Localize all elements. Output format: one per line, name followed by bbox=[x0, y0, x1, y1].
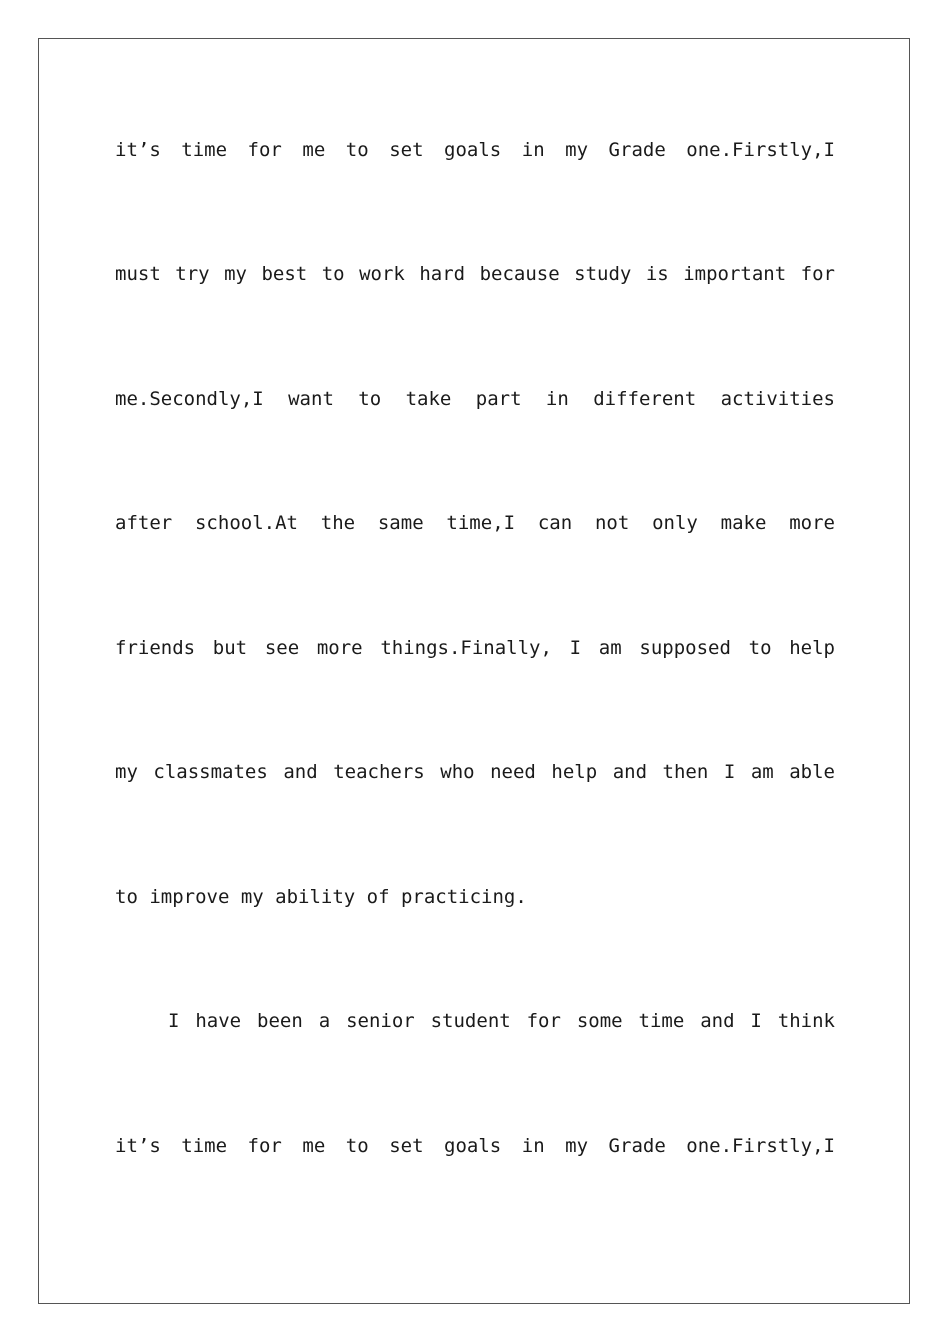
text-line: my classmates and teachers who need help and then I am able bbox=[115, 761, 835, 783]
text-line-paragraph-start: I have been a senior student for some time and I think bbox=[168, 1010, 835, 1032]
text-line: me.Secondly,I want to take part in different activities bbox=[115, 388, 835, 410]
text-line-paragraph-end: to improve my ability of practicing. bbox=[115, 886, 527, 908]
page-frame bbox=[38, 38, 910, 1304]
text-line: it’s time for me to set goals in my Grade one.Firstly,I bbox=[115, 139, 835, 161]
text-line: it’s time for me to set goals in my Grade one.Firstly,I bbox=[115, 1135, 835, 1157]
text-line: must try my best to work hard because study is important for bbox=[115, 263, 835, 285]
text-line: friends but see more things.Finally, I am supposed to help bbox=[115, 637, 835, 659]
text-line: after school.At the same time,I can not only make more bbox=[115, 512, 835, 534]
